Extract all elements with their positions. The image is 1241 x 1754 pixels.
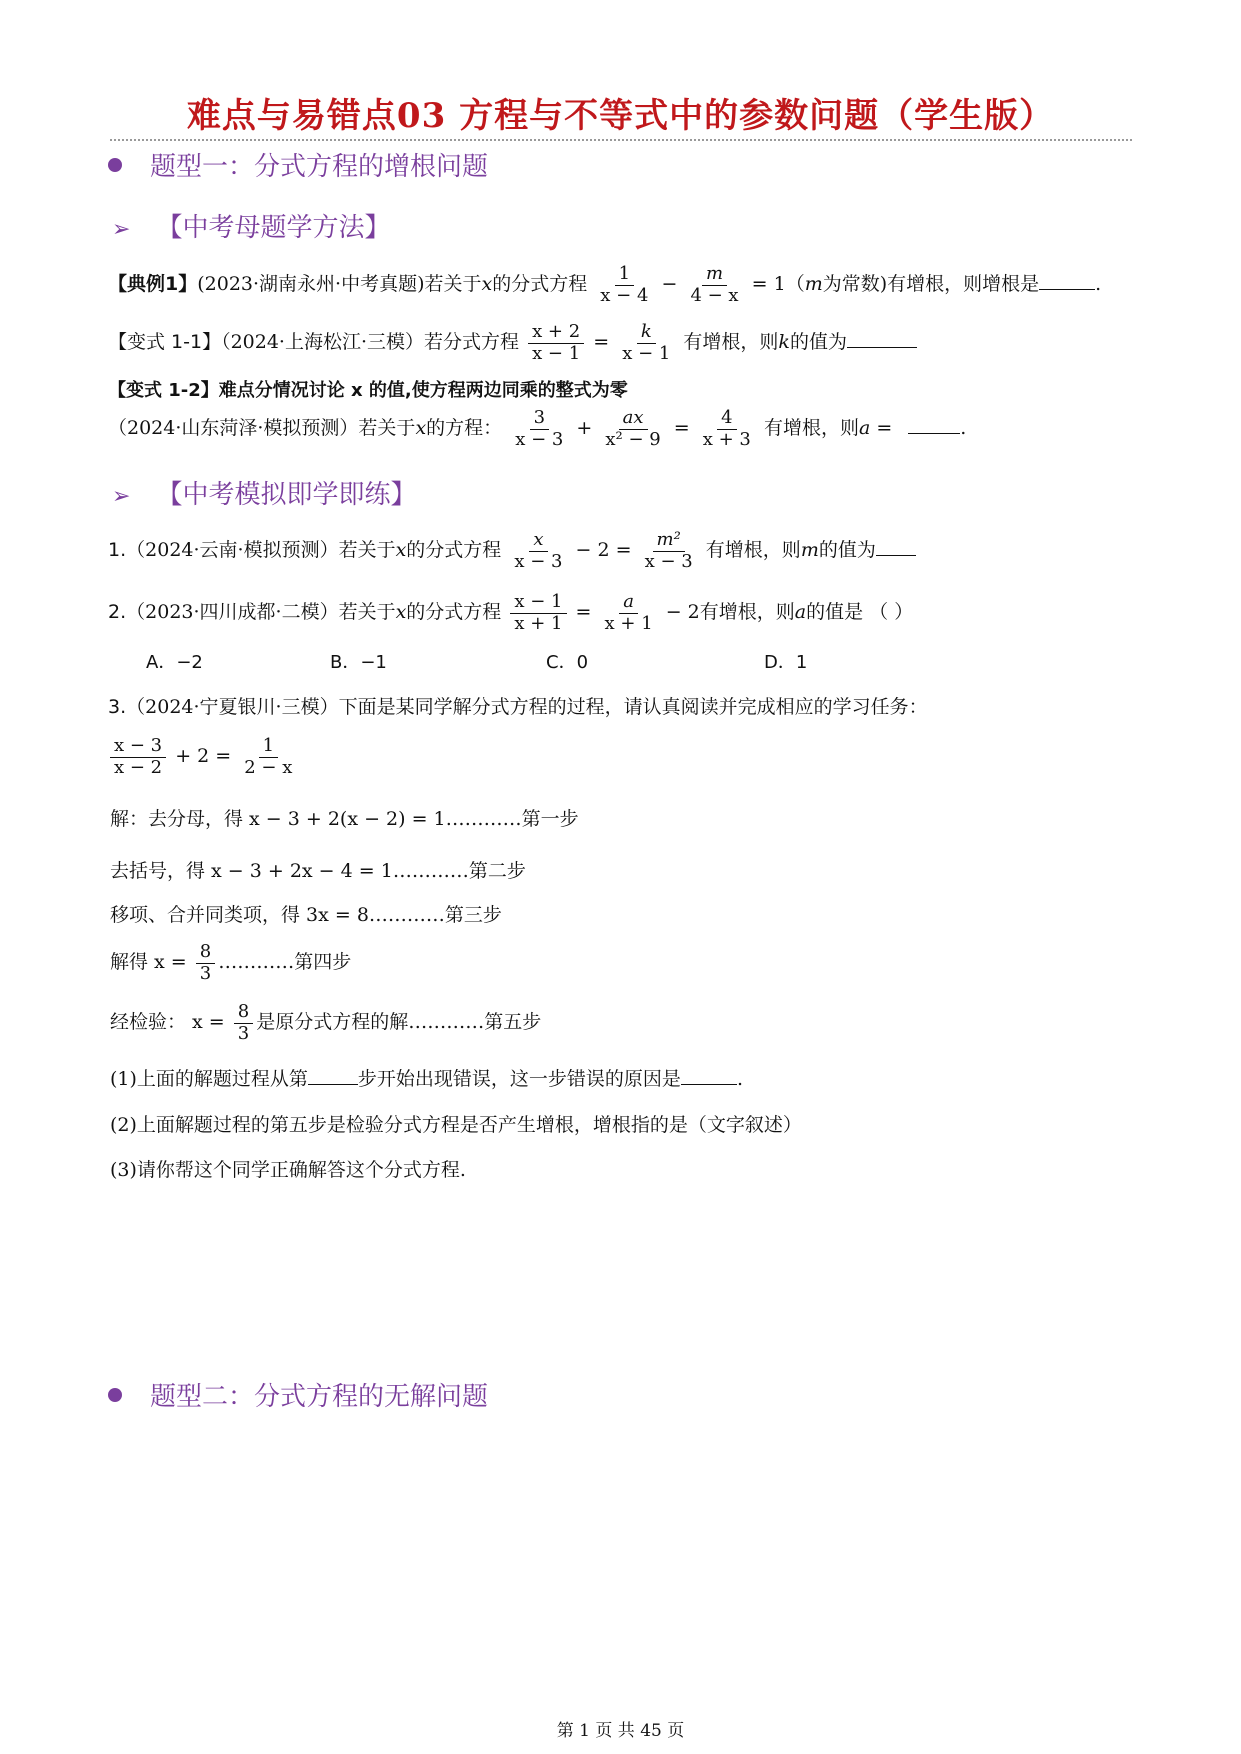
answer-blank: [308, 1065, 358, 1085]
numerator: 1: [259, 736, 278, 758]
answer-blank: [876, 536, 916, 556]
numerator: x: [529, 530, 547, 552]
text: 有增根，则: [699, 601, 795, 624]
denominator: x − 1: [532, 342, 581, 364]
variable: x: [395, 601, 407, 624]
fraction: [601, 408, 664, 450]
rhs: = 1: [751, 273, 786, 296]
text: 有增根，则: [683, 331, 779, 354]
subheading-1: [112, 207, 390, 244]
numerator: m²: [653, 530, 685, 552]
text: （2023·四川成都·二模）若关于: [126, 601, 396, 624]
text: …………第四步: [218, 951, 352, 974]
text: 步开始出现错误，这一步错误的原因是: [357, 1068, 681, 1090]
numerator: m: [702, 264, 727, 286]
operator: + 2 =: [175, 745, 232, 768]
numerator: x + 2: [528, 322, 584, 344]
bullet-icon: [108, 1388, 122, 1402]
question-number: 1.: [108, 539, 127, 562]
question-3: [108, 692, 928, 719]
question-number: 3.: [108, 696, 127, 718]
answer-blank: [681, 1065, 737, 1085]
fraction: [196, 942, 215, 984]
text: 的分式方程: [406, 601, 502, 624]
denominator: x + 1: [514, 612, 563, 634]
text: （2024·上海松江·三模）若分式方程: [221, 331, 520, 354]
text: .: [736, 1068, 743, 1090]
denominator: x² − 9: [605, 428, 661, 450]
variable: m: [800, 539, 819, 562]
option-b: B．−1: [330, 652, 387, 673]
variation-1-2-heading: 【变式 1-2】难点分情况讨论 x 的值,使方程两边同乘的整式为零: [108, 380, 628, 401]
fraction: [234, 1002, 253, 1044]
variable: a =: [858, 417, 893, 440]
answer-blank: [1039, 270, 1095, 290]
variable: x: [415, 417, 427, 440]
text: 的分式方程: [492, 273, 588, 296]
numerator: x − 3: [110, 736, 166, 758]
text: 为常数)有增根，则增根是: [822, 273, 1040, 296]
denominator: x − 3: [644, 550, 693, 572]
variable: x: [395, 539, 407, 562]
numerator: k: [637, 322, 656, 344]
variable: a: [794, 601, 807, 624]
numerator: 8: [234, 1002, 253, 1024]
solution-step-1: 解：去分母，得 x − 3 + 2(x − 2) = 1…………第一步: [110, 808, 579, 830]
denominator: x − 2: [114, 756, 163, 778]
fraction: [510, 530, 566, 572]
option-a: A．−2: [146, 652, 203, 673]
example-label: 【典例1】: [108, 273, 198, 296]
question-1: [108, 530, 916, 572]
question-number: 2.: [108, 601, 127, 624]
text: 经检验： x =: [110, 1011, 225, 1034]
text: .: [1095, 273, 1102, 296]
operator: =: [673, 417, 690, 440]
denominator: 3: [237, 1022, 250, 1044]
variable: k: [778, 331, 790, 354]
option-d: D．1: [764, 652, 808, 673]
arrow-bullet-icon: ➢: [112, 484, 131, 509]
numerator: a: [619, 592, 638, 614]
solution-step-5: [110, 1002, 541, 1044]
numerator: 3: [530, 408, 549, 430]
variation-1-2: [108, 408, 966, 450]
text: 有增根，则: [705, 539, 801, 562]
task-3: (3)请你帮这个同学正确解答这个分式方程.: [110, 1159, 466, 1181]
solution-step-3: 移项、合并同类项，得 3x = 8…………第三步: [110, 904, 502, 926]
fraction: [510, 592, 566, 634]
text: （2024·云南·模拟预测）若关于: [126, 539, 396, 562]
task-1: [110, 1064, 743, 1091]
bullet-icon: [108, 158, 122, 172]
text: 解得 x =: [110, 951, 187, 974]
variable: x: [481, 273, 493, 296]
question-3-equation: [110, 736, 299, 778]
solution-step-2: 去括号，得 x − 3 + 2x − 4 = 1…………第二步: [110, 860, 526, 882]
numerator: x − 1: [510, 592, 566, 614]
page-footer: 第 1 页 共 45 页: [556, 1721, 685, 1741]
text: 是原分式方程的解…………第五步: [256, 1011, 542, 1034]
variable: m: [804, 273, 823, 296]
denominator: x − 3: [515, 428, 564, 450]
numerator: 4: [717, 408, 736, 430]
solution-step-4: [110, 942, 351, 984]
page-title: 难点与易错点03 方程与不等式中的参数问题（学生版）: [186, 96, 1055, 136]
denominator: x − 4: [600, 284, 649, 306]
arrow-bullet-icon: ➢: [112, 217, 131, 242]
fraction: [596, 264, 652, 306]
section-title: 题型二：分式方程的无解问题: [150, 1382, 489, 1412]
operator: +: [576, 417, 593, 440]
denominator: x + 3: [702, 428, 751, 450]
fraction: [528, 322, 584, 364]
answer-blank: [847, 328, 917, 348]
numerator: ax: [619, 408, 648, 430]
subheading-title: 【中考模拟即学即练】: [156, 480, 417, 510]
task-2: (2)上面解题过程的第五步是检验分式方程是否产生增根，增根指的是（文字叙述）: [110, 1114, 802, 1136]
title-divider: [110, 139, 1132, 141]
section-heading-2: [108, 1376, 488, 1413]
denominator: x + 1: [604, 612, 653, 634]
text: 有增根，则: [763, 417, 859, 440]
denominator: x − 1: [622, 342, 671, 364]
variation-label: 【变式 1-1】: [108, 331, 222, 354]
text: .: [960, 417, 967, 440]
fraction: [601, 592, 657, 634]
answer-blank: [908, 414, 960, 434]
example-1: [108, 264, 1101, 306]
fraction: [686, 264, 742, 306]
subheading-title: 【中考母题学方法】: [156, 213, 391, 243]
numerator: 1: [615, 264, 634, 286]
fraction: [511, 408, 567, 450]
section-title: 题型一：分式方程的增根问题: [150, 152, 489, 182]
operator: =: [593, 331, 610, 354]
denominator: x − 3: [514, 550, 563, 572]
text: （: [785, 273, 805, 296]
text: （2024·山东菏泽·模拟预测）若关于: [108, 417, 416, 440]
variation-1-1: [108, 322, 917, 364]
numerator: 8: [196, 942, 215, 964]
text: （2024·宁夏银川·三模）下面是某同学解分式方程的过程，请认真阅读并完成相应的学习任务：: [126, 696, 928, 718]
text: 的值为: [818, 539, 876, 562]
text: 的分式方程: [406, 539, 502, 562]
text: 的值是 （ ）: [806, 601, 914, 624]
denominator: 4 − x: [690, 284, 739, 306]
text: 的方程：: [426, 417, 503, 440]
fraction: [699, 408, 755, 450]
text: (1)上面的解题过程从第: [110, 1068, 308, 1090]
option-c: C．0: [546, 652, 589, 673]
fraction: [618, 322, 674, 364]
operator: − 2: [665, 601, 700, 624]
operator: − 2 =: [575, 539, 632, 562]
question-2: [108, 592, 913, 634]
section-heading-1: [108, 146, 488, 183]
operator: =: [575, 601, 592, 624]
denominator: 2 − x: [244, 756, 293, 778]
text: 的值为: [789, 331, 847, 354]
denominator: 3: [199, 962, 212, 984]
example-source: (2023·湖南永州·中考真题)若关于: [197, 273, 482, 296]
fraction: [110, 736, 166, 778]
subheading-2: [112, 474, 416, 511]
operator: −: [661, 273, 678, 296]
fraction: [641, 530, 697, 572]
fraction: [240, 736, 296, 778]
